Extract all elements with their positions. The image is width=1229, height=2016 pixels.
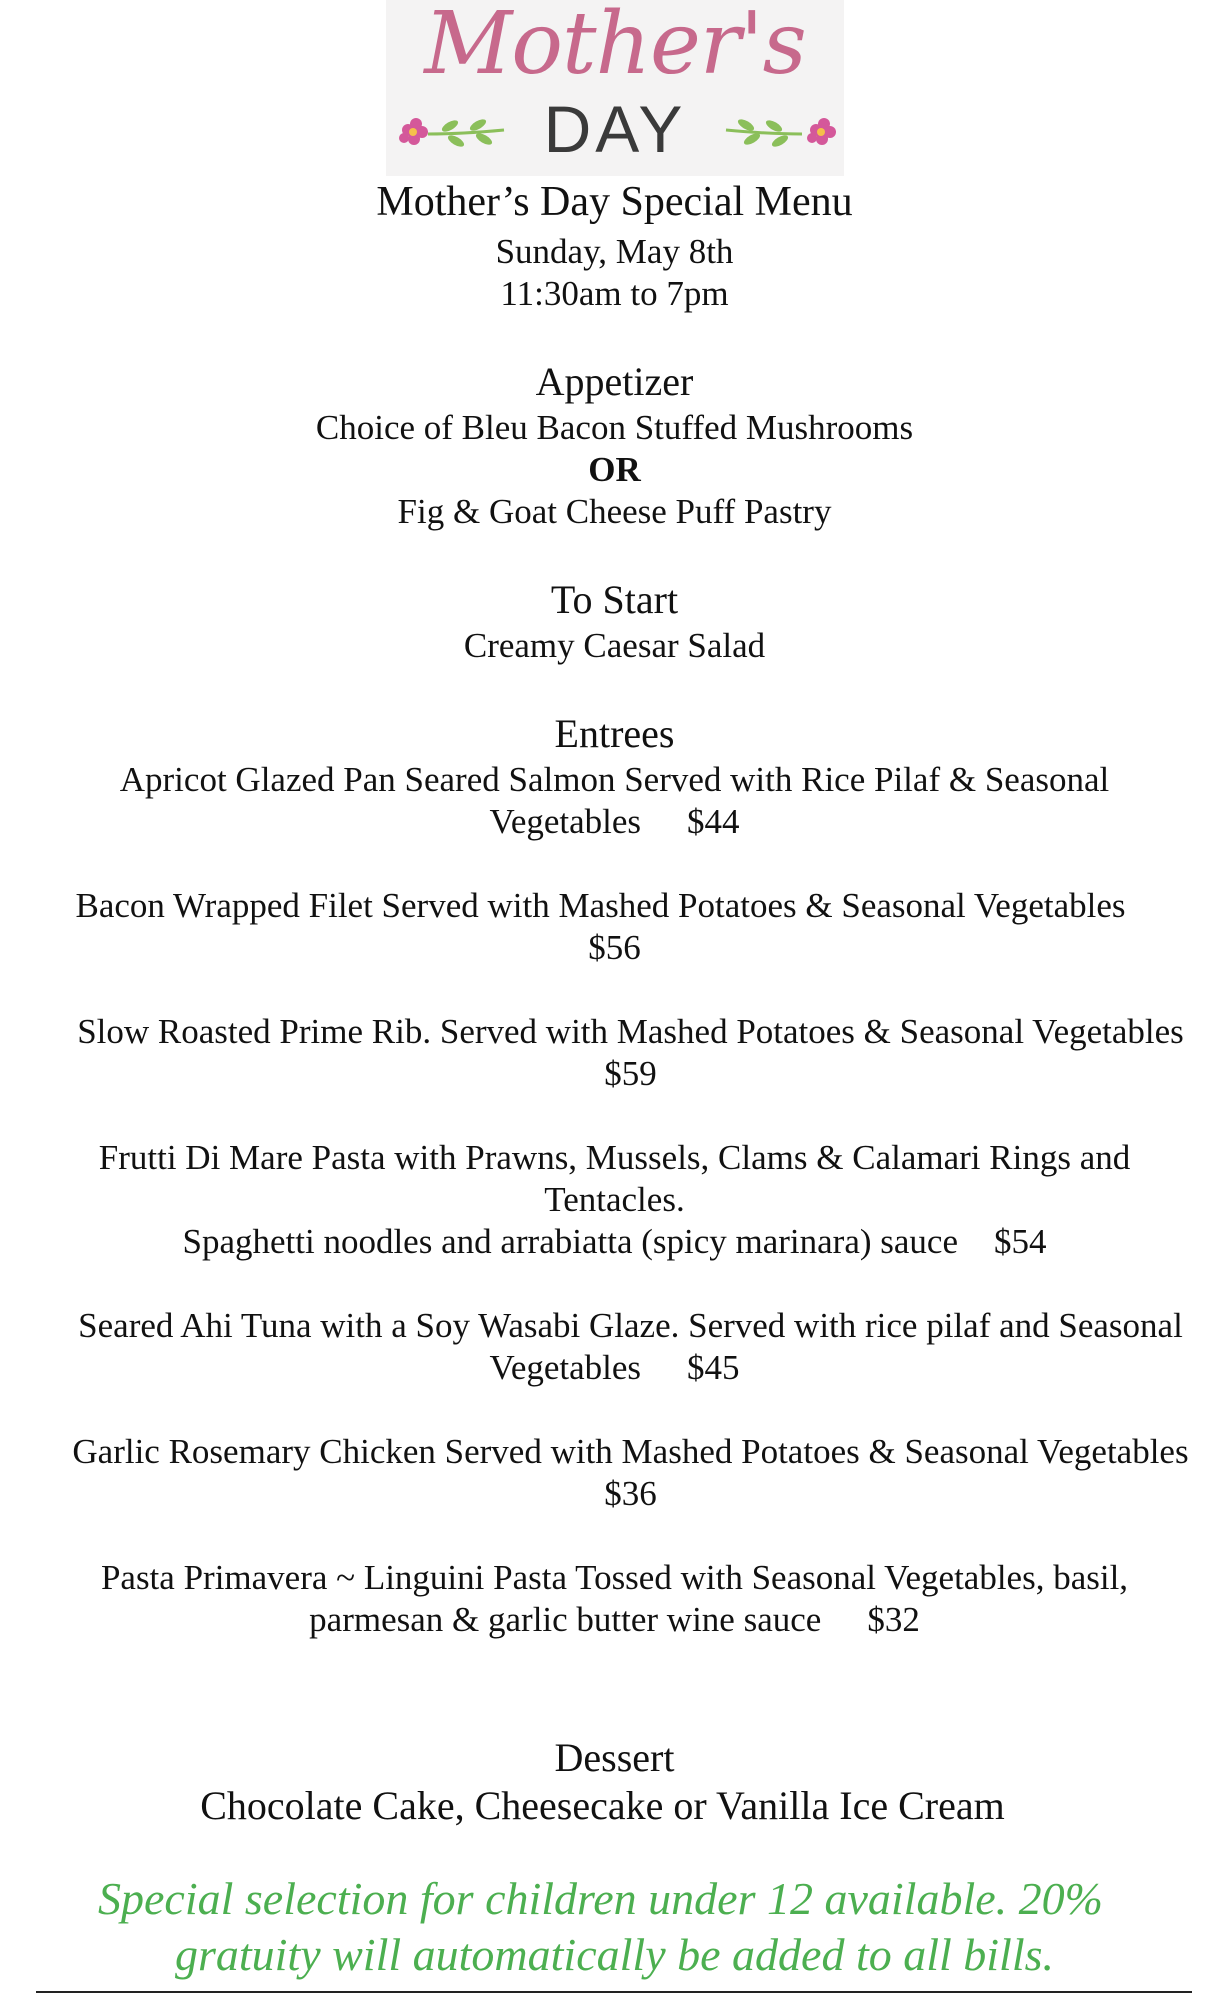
menu-hours: 11:30am to 7pm [500, 274, 729, 313]
entree-price: $32 [867, 1600, 920, 1639]
entree-line: Spaghetti noodles and arrabiatta (spicy marinara) sauce $54 [182, 1222, 1047, 1261]
logo-script-text: Mother's [424, 0, 806, 94]
entrees-heading: Entrees [554, 711, 675, 756]
entree-price: $54 [994, 1222, 1047, 1261]
dessert-heading: Dessert [554, 1735, 675, 1780]
right-flower-vine-icon [718, 112, 838, 152]
dessert-item: Chocolate Cake, Cheesecake or Vanilla Ice Cream [200, 1783, 1005, 1828]
menu-title: Mother’s Day Special Menu [376, 179, 853, 225]
entree-line: Pasta Primavera ~ Linguini Pasta Tossed with Seasonal Vegetables, basil, [100, 1558, 1129, 1597]
entree-line: Frutti Di Mare Pasta with Prawns, Mussels, Clams & Calamari Rings and [98, 1138, 1131, 1177]
entree-line: Vegetables $44 [489, 802, 740, 841]
starter-item: Creamy Caesar Salad [463, 626, 766, 665]
entree-line: Tentacles. [544, 1180, 685, 1219]
appetizer-heading: Appetizer [535, 359, 694, 404]
starter-heading: To Start [550, 577, 679, 622]
appetizer-option-2: Fig & Goat Cheese Puff Pastry [397, 492, 832, 531]
entree-line: parmesan & garlic butter wine sauce $32 [309, 1600, 920, 1639]
appetizer-or: OR [588, 450, 641, 489]
entree-price: $59 [604, 1054, 657, 1093]
logo-day-text: DAY [543, 92, 687, 166]
entree-price: $44 [687, 802, 740, 841]
entree-line: Garlic Rosemary Chicken Served with Mashed Potatoes & Seasonal Vegetables [72, 1432, 1189, 1471]
entree-price: $45 [687, 1348, 740, 1387]
entree-price: $36 [604, 1474, 657, 1513]
footer-note-line-1: Special selection for children under 12 available. 20% [98, 1873, 1103, 1924]
menu-date: Sunday, May 8th [495, 232, 734, 271]
entree-line: Apricot Glazed Pan Seared Salmon Served with Rice Pilaf & Seasonal [119, 760, 1110, 799]
appetizer-option-1: Choice of Bleu Bacon Stuffed Mushrooms [315, 408, 914, 447]
entree-line: Slow Roasted Prime Rib. Served with Mashed Potatoes & Seasonal Vegetables [77, 1012, 1184, 1051]
entree-line: Vegetables $45 [489, 1348, 740, 1387]
footer-note-line-2: gratuity will automatically be added to all bills. [174, 1929, 1055, 1980]
mothers-day-logo [386, 0, 844, 176]
entree-line: Seared Ahi Tuna with a Soy Wasabi Glaze. Served with rice pilaf and Seasonal [78, 1306, 1183, 1345]
entree-line: Bacon Wrapped Filet Served with Mashed Potatoes & Seasonal Vegetables [75, 886, 1126, 925]
entree-price: $56 [588, 928, 641, 967]
bottom-divider [36, 1991, 1192, 1993]
